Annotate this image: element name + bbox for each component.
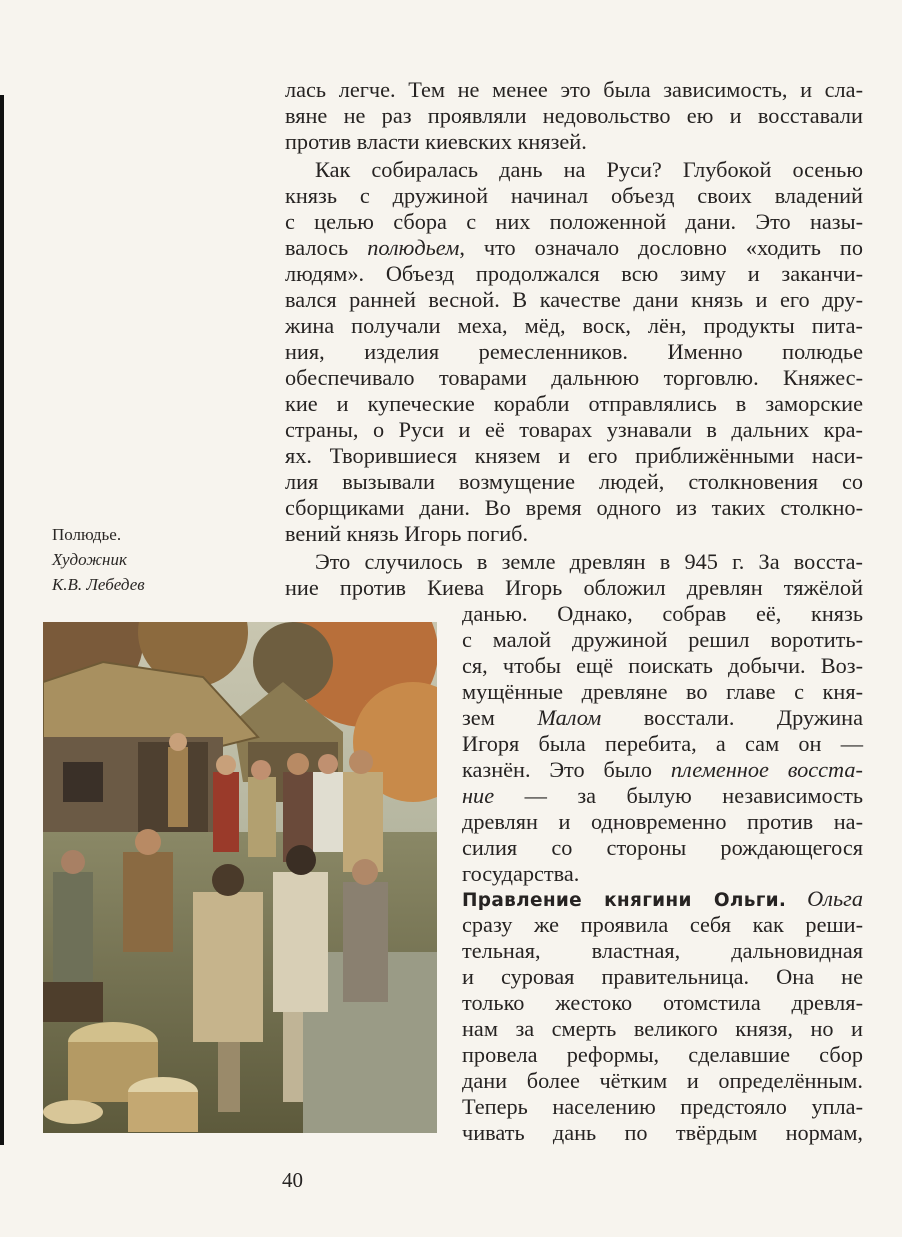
text-line xyxy=(285,235,863,261)
text-line: провела реформы, сделавшие сбор xyxy=(462,1042,863,1067)
text-line: силия со стороны рождающегося xyxy=(462,835,863,860)
text-line: Теперь населению предстояло упла- xyxy=(462,1094,863,1119)
text-line: мущённые древляне во главе с кня- xyxy=(462,679,863,704)
text-line: с малой дружиной решил воротить- xyxy=(462,627,863,652)
text-line xyxy=(462,705,863,731)
text-line: Это случилось в земле древлян в 945 г. За восста- xyxy=(315,549,863,574)
text-run: зем xyxy=(462,705,495,730)
illustration-caption xyxy=(52,522,145,597)
text-line: тельная, властная, дальновидная xyxy=(462,938,863,963)
text-run: валось xyxy=(285,235,349,260)
text-line: только жестоко отомстила древля- xyxy=(462,990,863,1015)
page-number: 40 xyxy=(282,1168,303,1192)
text-line: вяне не раз проявляли недовольство ею и восставали xyxy=(285,103,863,128)
text-line: и суровая правительница. Она не xyxy=(462,964,863,989)
text-line: Как собиралась дань на Руси? Глубокой осенью xyxy=(315,157,863,182)
caption-artist-name: К.В. Лебедев xyxy=(52,575,145,594)
text-run: — за былую независимость xyxy=(524,783,863,808)
text-line: древлян и одновременно против на- xyxy=(462,809,863,834)
section-heading-line xyxy=(462,886,863,914)
text-line: против власти киевских князей. xyxy=(285,129,587,154)
polyudye-painting xyxy=(43,622,437,1133)
term-mal: Малом xyxy=(537,705,602,730)
text-line: кие и купеческие корабли отправлялись в заморские xyxy=(285,391,863,416)
text-line: с целью сбора с них положенной дани. Это назы- xyxy=(285,209,863,234)
text-line xyxy=(462,783,863,809)
caption-artist-label: Художник xyxy=(52,550,127,569)
text-line: жина получали меха, мёд, воск, лён, продукты пита- xyxy=(285,313,863,338)
text-run: , что означало дословно «ходить по xyxy=(459,235,863,260)
text-line: князь с дружиной начинал объезд своих владений xyxy=(285,183,863,208)
text-line: лась легче. Тем не менее это была зависимость, и сла- xyxy=(285,77,863,102)
text-line: дани более чётким и определённым. xyxy=(462,1068,863,1093)
text-line: нам за смерть великого князя, но и xyxy=(462,1016,863,1041)
text-line: ся, чтобы ещё поискать добычи. Воз- xyxy=(462,653,863,678)
text-line: государства. xyxy=(462,861,580,886)
page-edge-bar xyxy=(0,95,4,1145)
text-line: ние против Киева Игорь обложил древлян тяжёлой xyxy=(285,575,863,600)
text-line: сборщиками дани. Во время одного из таких столкно- xyxy=(285,495,863,520)
text-line xyxy=(462,757,863,783)
section-heading: Правление княгини Ольги. xyxy=(462,890,787,911)
text-line: ях. Творившиеся князем и его приближёнными наси- xyxy=(285,443,863,468)
text-line: страны, о Руси и её товарах узнавали в дальних кра- xyxy=(285,417,863,442)
text-line: ния, изделия ремесленников. Именно полюдье xyxy=(285,339,863,364)
term-tribal-uprising: племенное восста- xyxy=(670,757,863,782)
text-line: чивать дань по твёрдым нормам, xyxy=(462,1120,863,1145)
term-olga: Ольга xyxy=(807,886,863,911)
text-line: вений князь Игорь погиб. xyxy=(285,521,529,546)
painting-image xyxy=(43,622,437,1133)
caption-title: Полюдье. xyxy=(52,525,122,544)
text-line: вался ранней весной. В качестве дани князь и его дру- xyxy=(285,287,863,312)
text-line: сразу же проявила себя как реши- xyxy=(462,912,863,937)
text-line: Игоря была перебита, а сам он — xyxy=(462,731,863,756)
text-line: лия вызывали возмущение людей, столкновения со xyxy=(285,469,863,494)
text-run: казнён. Это было xyxy=(462,757,653,782)
text-run: восстали. Дружина xyxy=(643,705,864,730)
term-tribal-uprising-end: ние xyxy=(462,783,495,808)
text-line: людям». Объезд продолжался всю зиму и заканчи- xyxy=(285,261,863,286)
term-polyudye: полюдьем xyxy=(367,235,460,260)
text-line: данью. Однако, собрав её, князь xyxy=(462,601,863,626)
text-line: обеспечивало товарами дальнюю торговлю. Княжес- xyxy=(285,365,863,390)
